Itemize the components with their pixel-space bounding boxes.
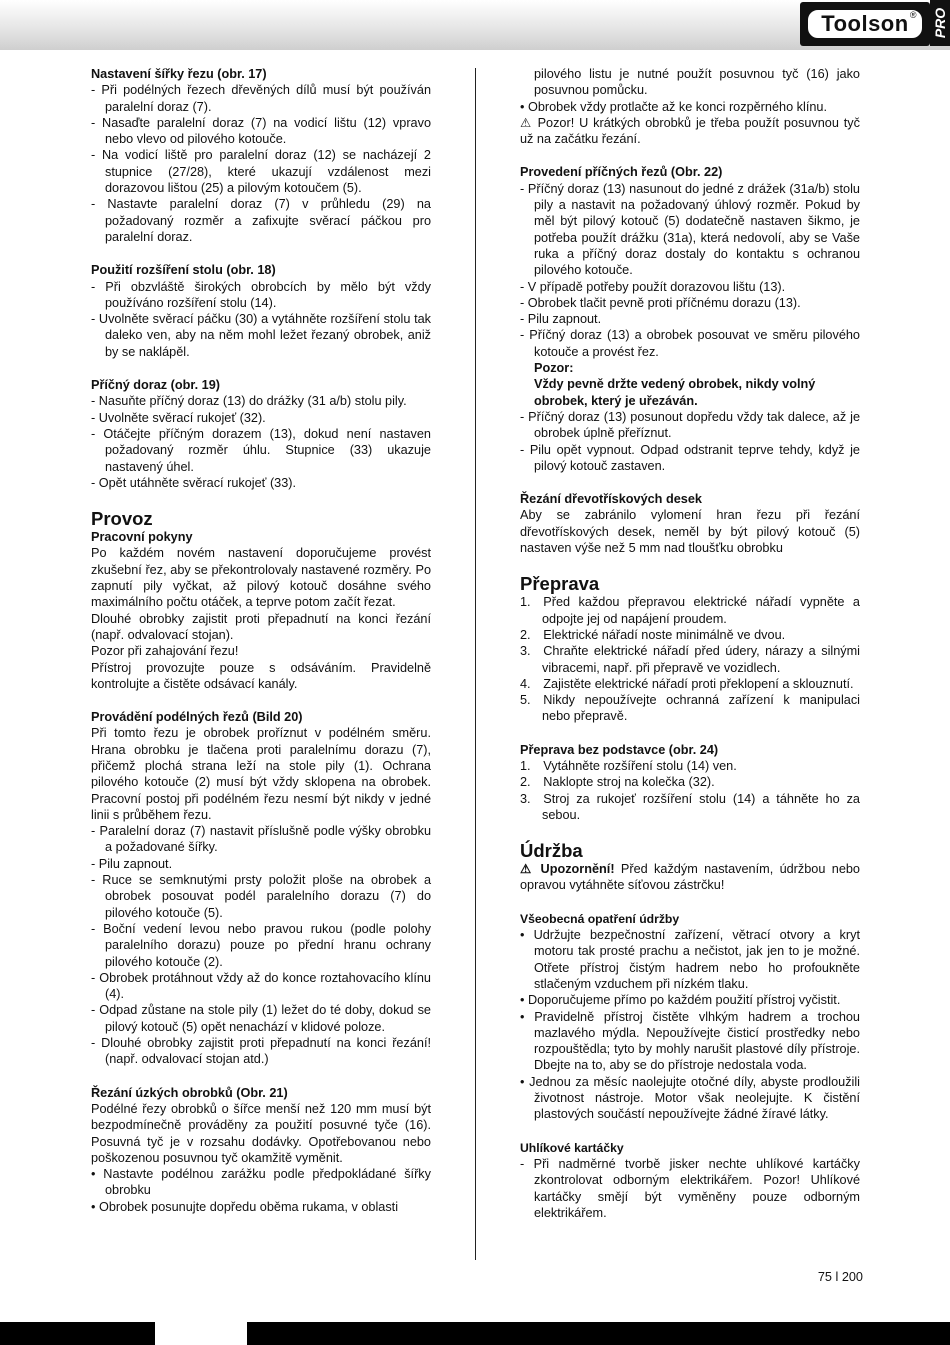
list-item: - Boční vedení levou nebo pravou rukou (podle polohy paralelního dorazu) pouze po přední hranu ochrany pilového kotouče (2).	[91, 921, 431, 969]
paragraph: Při tomto řezu je obrobek proříznut v podélném směru. Hrana obrobku je tlačena proti paralelnímu dorazu (7), přičemž plochá strana leží na stole pily (1). Ochrana pilového kotouče (2) musí být vždy sklopena na obrobek. Pracovní postoj při podélném řezu nesmí být nikdy v jedné linii s průběhem řezu.	[91, 726, 431, 822]
warning-text: Před každým nastavením, údržbou nebo opravou vytáhněte síťovou zástrčku!	[520, 862, 860, 893]
list-item-continuation: pilového listu je nutné použít posuvnou tyč (16) jako posuvnou pomůcku.	[534, 67, 860, 98]
subsection-heading: Řezání úzkých obrobků (Obr. 21)	[91, 1085, 288, 1100]
subsection-heading: Řezání dřevotřískových desek	[520, 492, 702, 507]
warning-text: Pozor:	[534, 361, 574, 376]
numbered-item: 1. Vytáhněte rozšíření stolu (14) ven.	[520, 758, 737, 773]
list-item: - Opět utáhněte svěrací rukojeť (33).	[91, 475, 297, 490]
pro-label: PRO	[932, 7, 948, 39]
registered-mark: ®	[909, 10, 917, 20]
brand-logo-text	[806, 8, 924, 40]
list-item: • Obrobek vždy protlačte až ke konci rozpěrného klínu.	[520, 99, 827, 114]
subsection-heading: Provádění podélných řezů (Bild 20)	[91, 710, 303, 725]
list-item: - V případě potřeby použít dorazovou lištu (13).	[520, 279, 786, 294]
right-column	[520, 66, 860, 1221]
subsection-heading: Nastavení šířky řezu (obr. 17)	[91, 67, 267, 81]
list-item: - Obrobek protáhnout vždy až do konce roztahovacího klínu (4).	[91, 970, 431, 1002]
subsection-heading: Příčný doraz (obr. 19)	[91, 378, 221, 393]
section-heading: Provoz	[91, 508, 153, 530]
list-item: - Příčný doraz (13) posunout dopředu vždy tak dalece, až je obrobek úplně přeříznut.	[520, 409, 860, 441]
list-item: - Nastavte paralelní doraz (7) v průhledu (29) na požadovaný rozměr a zafixujte svěrací páčkou pro paralelní doraz.	[91, 197, 431, 244]
list-item: - Při obzvláště širokých obrobcích by mělo být vždy používáno rozšíření stolu (14).	[91, 279, 431, 310]
warning-paragraph	[520, 861, 860, 894]
numbered-item: 4. Zajistěte elektrické nářadí proti překlopení a sklouznutí.	[520, 676, 854, 691]
list-item: - Při podélných řezech dřevěných dílů musí být používán paralelní doraz (7).	[91, 83, 431, 114]
list-item: - Odpad zůstane na stole pily (1) ležet do té doby, dokud se pilový kotouč (5) opět nenachází v klidové poloze.	[91, 1003, 431, 1034]
footer-bar	[0, 1322, 950, 1345]
list-item: - Dlouhé obrobky zajistit proti přepadnutí na konci řezání! (např. odvalovací stojan atd.)	[91, 1036, 431, 1067]
paragraph: Dlouhé obrobky zajistit proti přepadnutí na konci řezání (např. odvalovací stojan).	[91, 611, 431, 642]
page-number: 75 l 200	[817, 1270, 863, 1284]
warning-text: Vždy pevně držte vedený obrobek, nikdy volný obrobek, který je uřezáván.	[534, 377, 816, 408]
section-heading: Údržba	[520, 840, 583, 862]
paragraph: Aby se zabránilo vylomení hran řezu při řezání dřevotřískových desek, neměl by být pilový kotouč (5) nastaven výše než 5 mm nad tloušťku obrobku	[520, 508, 860, 556]
left-column	[91, 66, 431, 1215]
list-item: • Obrobek posunujte dopředu oběma rukama, v oblasti	[91, 1199, 399, 1214]
list-item: - Paralelní doraz (7) nastavit příslušně podle výšky obrobku a požadované šířky.	[91, 824, 431, 855]
subsection-heading: Pracovní pokyny	[91, 530, 193, 545]
numbered-item: 3. Chraňte elektrické nářadí před údery, nárazy a silnými vibracemi, např. při přepravě ve vozidlech.	[520, 644, 860, 675]
paragraph: ⚠ Pozor! U krátkých obrobků je třeba použít posuvnou tyč už na začátku řezání.	[520, 115, 860, 147]
list-item: - Pilu opět vypnout. Odpad odstranit teprve tehdy, když je pilový kotouč zastaven.	[520, 442, 860, 473]
paragraph: Podélné řezy obrobků o šířce menší než 120 mm musí být bezpodmínečně prováděny za použití posuvné tyče (16). Posuvná tyč je v rozsahu dodávky. Opotřebovanou nebo poškozenou posuvnou tyč okamžitě vyměnit.	[91, 1101, 431, 1165]
list-item: - Ruce se semknutými prsty položit ploše na obrobek a obrobek posouvat podél paralelního dorazu (7) do pilového kotouče (5).	[91, 873, 431, 920]
pro-tab	[930, 0, 950, 46]
numbered-item: 2. Elektrické nářadí noste minimálně ve dvou.	[520, 627, 786, 642]
subsection-heading: Všeobecná opatření údržby	[520, 911, 680, 926]
subsection-heading: Provedení příčných řezů (Obr. 22)	[520, 165, 723, 180]
column-divider	[475, 68, 476, 1260]
paragraph: Přístroj provozujte pouze s odsáváním. Pravidelně kontrolujte a čistěte odsávací kanály.	[91, 660, 431, 691]
brand-logo	[800, 2, 930, 46]
brand-name: Toolson	[821, 11, 909, 36]
list-item: - Při nadměrné tvorbě jisker nechte uhlíkové kartáčky zkontrolovat odborným elektrikářem. Pozor! Uhlíkové kartáčky smějí být vyměněny pouze odborným elektrikářem.	[520, 1156, 860, 1220]
paragraph: Po každém novém nastavení doporučujeme provést zkušební řez, aby se překontrolovaly nastavené rozměry. Po zapnutí pily vyčkat, až pilový kotouč dosáhne svého maximálního počtu otáček, a teprve potom začít řezat.	[91, 546, 431, 610]
list-item: - Příčný doraz (13) a obrobek posouvat ve směru pilového kotouče a provést řez.	[520, 328, 860, 359]
list-item: - Uvolněte svěrací rukojeť (32).	[91, 410, 266, 425]
list-item: - Nasuňte příčný doraz (13) do drážky (31 a/b) stolu pily.	[91, 394, 407, 409]
numbered-item: 2. Naklopte stroj na kolečka (32).	[520, 775, 715, 790]
list-item: • Jednou za měsíc naolejujte otočné díly, abyste prodloužili životnost nástroje. Motor však neolejujte. K čistění plastových součástí nepoužívejte žádné žíravé látky.	[520, 1074, 860, 1122]
section-heading: Přeprava	[520, 573, 600, 595]
subsection-heading: Uhlíkové kartáčky	[520, 1140, 624, 1155]
warning-label: ⚠ Upozornění!	[520, 862, 615, 877]
list-item: - Na vodicí liště pro paralelní doraz (12) se nacházejí 2 stupnice (27/28), které ukazují vzdálenost mezi dorazovou lištou (25) a pilovým kotoučem (5).	[91, 148, 431, 196]
list-item: - Pilu zapnout.	[520, 312, 602, 327]
footer-tab	[155, 1322, 247, 1345]
numbered-item: 5. Nikdy nepoužívejte ochranná zařízení k manipulaci nebo přepravě.	[520, 693, 860, 724]
numbered-item: 3. Stroj za rukojeť rozšíření stolu (14) a táhněte ho za sebou.	[520, 791, 860, 822]
list-item: • Pravidelně přístroj čistěte vlhkým hadrem a trochou mazlavého mýdla. Nepoužívejte čisticí prostředky nebo rozpouštědla; tyto by mohly narušit plastové díly přístroje. Dbejte na to, aby se do přístroje nedostala voda.	[520, 1009, 860, 1073]
list-item: • Udržujte bezpečnostní zařízení, větrací otvory a kryt motoru tak prosté prachu a nečistot, jak jen to je možné. Otřete přístroj čistým hadrem nebo ho profoukněte stlačeným vzduchem při nízkém tlaku.	[520, 928, 860, 991]
list-item: • Nastavte podélnou zarážku podle předpokládané šířky obrobku	[91, 1167, 431, 1198]
list-item: - Otáčejte příčným dorazem (13), dokud není nastaven požadovaný rozměr úhlu. Stupnice (33) ukazuje nastavený úhel.	[91, 426, 431, 474]
numbered-item: 1. Před každou přepravou elektrické nářadí vypněte a odpojte jej od napájení proudem.	[520, 595, 860, 626]
list-item: • Doporučujeme přímo po každém použití přístroj vyčistit.	[520, 993, 841, 1008]
subsection-heading: Přeprava bez podstavce (obr. 24)	[520, 742, 719, 757]
list-item: - Příčný doraz (13) nasunout do jedné z drážek (31a/b) stolu pily a nastavit na požadovaný úhlový rozměr. Pokud by měl být pilový kotouč (5) dodatečně nastaven šikmo, je potřeba použít drážku (31a), která nedovolí, aby se Vaše ruka a příčný doraz dostaly do kontaktu s ochranou pilového kotouče.	[520, 181, 860, 278]
list-item: - Uvolněte svěrací páčku (30) a vytáhněte rozšíření stolu tak daleko ven, aby na něm mohl ležet řezaný obrobek, aniž by se naklápěl.	[91, 312, 431, 359]
list-item: - Nasaďte paralelní doraz (7) na vodicí lištu (12) vpravo nebo vlevo od pilového kotouče.	[91, 115, 431, 147]
list-item: - Obrobek tlačit pevně proti příčnému dorazu (13).	[520, 295, 801, 310]
subsection-heading: Použití rozšíření stolu (obr. 18)	[91, 263, 276, 278]
paragraph: Pozor při zahajování řezu!	[91, 644, 239, 659]
list-item: - Pilu zapnout.	[91, 856, 173, 871]
